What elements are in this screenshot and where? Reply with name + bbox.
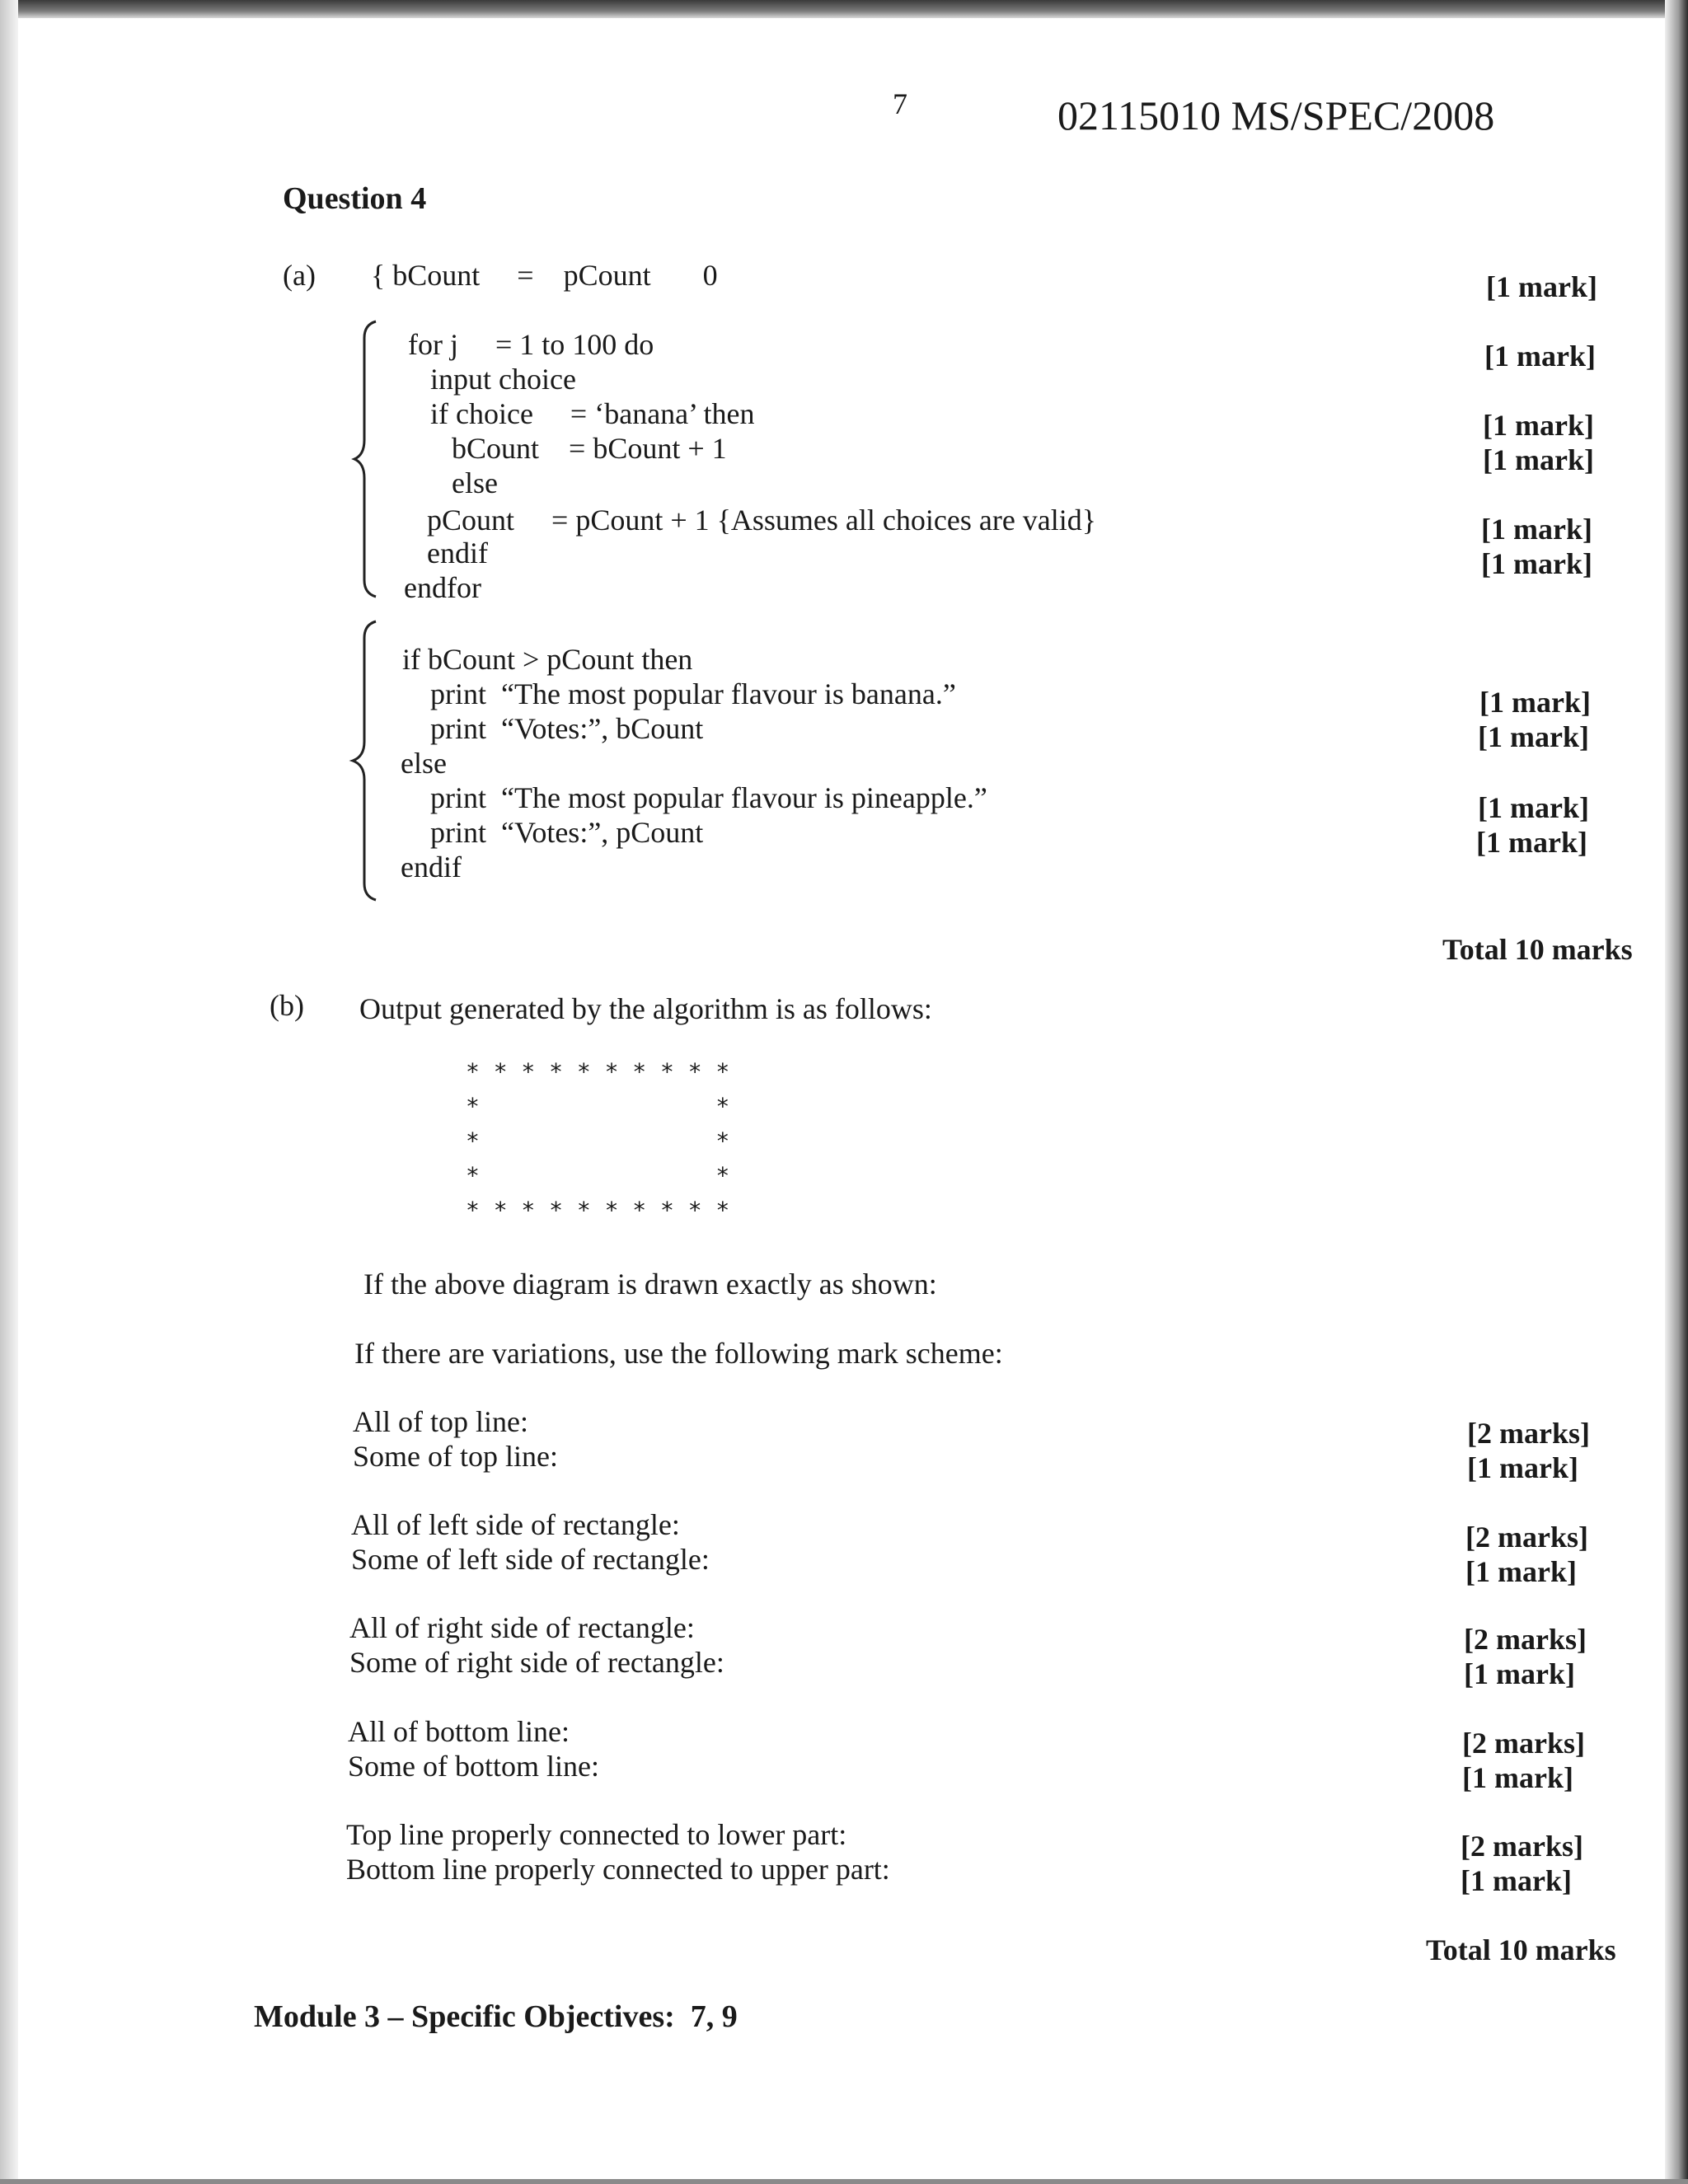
scan-edge-right [1665,0,1688,2184]
criterion-full: All of bottom line: [348,1715,570,1748]
criterion-partial: Some of right side of rectangle: [349,1646,724,1679]
code-line: if bCount > pCount then [402,643,693,676]
criterion-partial-mark: [1 mark] [1462,1761,1573,1794]
mark-value: [1 mark] [1483,409,1594,442]
code-line: bCount = bCount + 1 [452,432,727,465]
criterion-partial-mark: [1 mark] [1461,1864,1572,1897]
total-marks-b: Total 10 marks [1426,1933,1616,1966]
mark-value: [1 mark] [1478,720,1589,753]
code-line: pCount = pCount + 1 {Assumes all choices are valid} [427,504,1097,537]
criterion-full-mark: [2 marks] [1465,1521,1588,1554]
mark-value: [1 mark] [1483,443,1594,476]
criterion-partial-mark: [1 mark] [1465,1555,1577,1588]
part-b-intro: Output generated by the algorithm is as follows: [359,992,932,1025]
criterion-full: All of top line: [353,1405,528,1438]
scan-edge-bottom [0,2179,1688,2184]
code-line: endfor [404,571,481,604]
criterion-partial-mark: [1 mark] [1467,1451,1578,1484]
scan-edge-left [0,0,18,2184]
exact-instruction: If the above diagram is drawn exactly as shown: [363,1268,937,1301]
criterion-full: All of right side of rectangle: [349,1611,695,1644]
mark-value: [1 mark] [1484,340,1596,373]
code-line: print “Votes:”, pCount [430,816,704,849]
code-line: for j = 1 to 100 do [408,328,654,361]
criterion-partial: Some of top line: [353,1440,558,1473]
part-b-label: (b) [270,989,304,1022]
module-footer: Module 3 – Specific Objectives: 7, 9 [254,1999,738,2034]
criterion-partial: Some of bottom line: [348,1750,599,1783]
criterion-partial-mark: [1 mark] [1464,1657,1575,1690]
criterion-full: All of left side of rectangle: [351,1508,680,1541]
code-line: endif [401,851,462,883]
code-line: else [452,466,498,499]
scan-edge-top [0,0,1688,18]
document-code: 02115010 MS/SPEC/2008 [1057,92,1495,138]
criterion-full-mark: [2 marks] [1462,1727,1585,1760]
code-line: print “Votes:”, bCount [430,712,704,745]
question-title: Question 4 [283,181,427,216]
criterion-full-mark: [2 marks] [1464,1623,1587,1656]
criterion-full-mark: [2 marks] [1461,1830,1583,1863]
mark-value: [1 mark] [1481,547,1592,580]
criterion-full-mark: [2 marks] [1467,1417,1590,1450]
code-line: input choice [430,363,576,396]
diagram-row: * * * * * * * * * * [466,1197,730,1224]
mark-value: [1 mark] [1476,826,1587,859]
code-line: print “The most popular flavour is pineapple.” [430,781,987,814]
total-marks-a: Total 10 marks [1442,933,1633,966]
variations-instruction: If there are variations, use the following mark scheme: [354,1337,1003,1370]
code-line: endif [427,537,488,569]
diagram-row: * * [466,1162,730,1189]
diagram-row: * * [466,1093,730,1120]
init-line: { bCount = pCount 0 [371,259,718,292]
mark-value: [1 mark] [1479,686,1591,719]
criterion-full: Top line properly connected to lower part: [346,1818,847,1851]
code-line: print “The most popular flavour is banana.” [430,677,956,710]
page-number: 7 [893,87,907,120]
mark-value: [1 mark] [1478,791,1589,824]
mark-value: [1 mark] [1486,270,1597,303]
code-line: else [401,747,447,780]
mark-value: [1 mark] [1481,513,1592,546]
diagram-row: * * [466,1127,730,1155]
output-brace [353,620,386,902]
code-line: if choice = ‘banana’ then [430,397,755,430]
diagram-row: * * * * * * * * * * [466,1058,730,1085]
loop-brace [354,320,387,598]
part-a-label: (a) [283,259,316,292]
criterion-partial: Bottom line properly connected to upper part: [346,1853,890,1886]
criterion-partial: Some of left side of rectangle: [351,1543,710,1576]
